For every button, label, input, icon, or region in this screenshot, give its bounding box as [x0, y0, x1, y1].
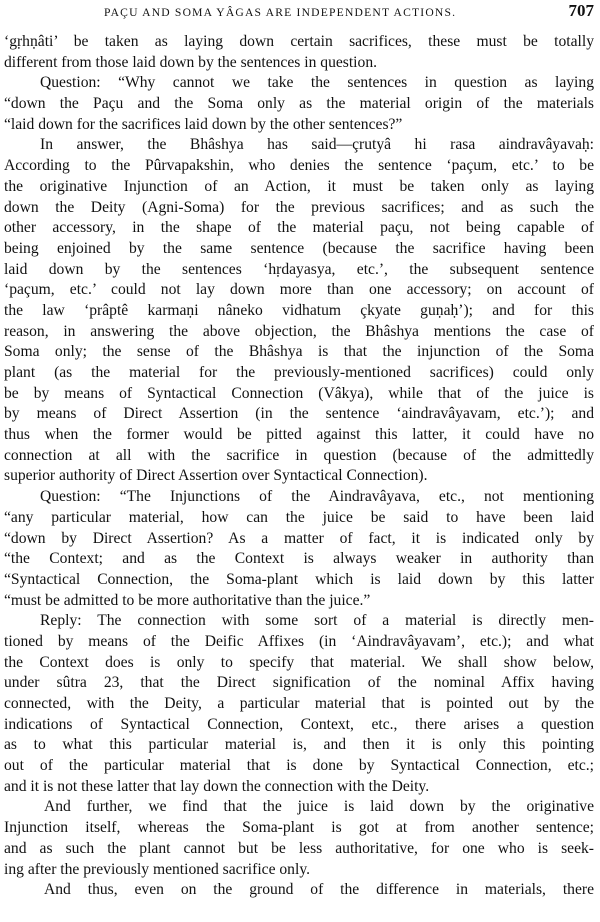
text-line: And thus, even on the ground of the difference in materials, there	[44, 881, 594, 899]
text-line: laid down by the sentences ‘hṛdayasya, etc.’, the subsequent sentence	[4, 260, 594, 278]
body-text	[4, 32, 594, 901]
text-line: “must be admitted to be more authoritative than the juice.”	[4, 591, 371, 609]
text-line: down the Deity (Agni-Soma) for the previous sacrifices; and as such the	[4, 198, 594, 216]
text-line: “down the Paçu and the Soma only as the material origin of the materials	[4, 95, 594, 113]
text-line: the law ‘prâptê karmaṇi nâneko vidhatum çkyate guṇaḥ’); and for this	[4, 301, 594, 319]
text-line: According to the Pûrvapakshin, who denies the sentence ‘paçum, etc.’ to be	[4, 157, 594, 175]
page-header	[4, 0, 594, 24]
text-line: under sûtra 23, that the Direct signification of the nominal Affix having	[4, 674, 594, 692]
text-line: “Syntactical Connection, the Soma-plant which is laid down by this latter	[4, 570, 594, 588]
text-line: And further, we find that the juice is laid down by the originative	[44, 798, 594, 816]
text-line: reason, in answering the above objection, the Bhâshya mentions the case of	[4, 322, 594, 340]
text-line: superior authority of Direct Assertion over Syntactical Connection).	[4, 467, 428, 485]
text-line: “any particular material, how can the juice be said to have been laid	[4, 508, 594, 526]
text-line: and it is not these latter that lay down the connection with the Deity.	[4, 777, 430, 795]
text-line: “the Context; and as the Context is always weaker in authority than	[4, 550, 594, 568]
text-line: Question: “The Injunctions of the Aindravâyava, etc., not mentioning	[40, 488, 594, 506]
text-line: thus when the former would be pitted against this latter, it could have no	[4, 426, 594, 444]
text-line: connection at all with the sacrifice in question (because of the admittedly	[4, 446, 594, 464]
text-line: Injunction itself, whereas the Soma-plant is got at from another sentence;	[4, 819, 594, 837]
text-line: ‘paçum, etc.’ could not lay down more than one accessory; on account of	[4, 281, 594, 299]
text-line: be by means of Syntactical Connection (Vâkya), while that of the juice is	[4, 384, 594, 402]
text-line: ing after the previously mentioned sacrifice only.	[4, 860, 310, 878]
text-line: Question: “Why cannot we take the sentences in question as laying	[40, 74, 594, 92]
text-line: and as such the plant cannot but be less authoritative, for one who is seek-	[4, 839, 594, 857]
text-line: indications of Syntactical Connection, Context, etc., there arises a question	[4, 715, 594, 733]
text-line: Reply: The connection with some sort of a material is directly men-	[40, 612, 594, 630]
text-line: different from those laid down by the sentences in question.	[4, 53, 378, 71]
text-line: other accessory, in the shape of the material paçu, not being capable of	[4, 219, 594, 237]
text-line: by means of Direct Assertion (in the sentence ‘aindravâyavam, etc.’); and	[4, 405, 594, 423]
running-head: PAÇU AND SOMA YÂGAS ARE INDEPENDENT ACTIONS.	[104, 6, 457, 19]
page-number: 707	[568, 1, 594, 20]
text-line: plant (as the material for the previously-mentioned sacrifices) could only	[4, 364, 594, 381]
text-line: being enjoined by the same sentence (because the sacrifice having been	[4, 239, 594, 257]
text-line: tioned by means of the Deific Affixes (in ‘Aindravâyavam’, etc.); and what	[4, 632, 594, 650]
text-line: “down by Direct Assertion? As a matter of fact, it is indicated only by	[4, 529, 594, 547]
text-line: as to what this particular material is, and then it is only this pointing	[4, 736, 594, 754]
text-line: the Context does is only to specify that material. We shall show below,	[4, 653, 594, 671]
text-line: ‘gṛhṇâti’ be taken as laying down certain sacrifices, these must be totally	[4, 33, 594, 50]
text-line: out of the particular material that is done by Syntactical Connection, etc.;	[4, 757, 594, 775]
text-line: “laid down for the sacrifices laid down by the other sentences?”	[4, 115, 403, 133]
text-line: In answer, the Bhâshya has said—çrutyâ hi rasa aindravâyavaḥ:	[40, 136, 594, 154]
text-line: the originative Injunction of an Action, it must be taken only as laying	[4, 177, 594, 195]
text-line: Soma only; the sense of the Bhâshya is that the injunction of the Soma	[4, 343, 594, 361]
text-line: connected, with the Deity, a particular material that is pointed out by the	[4, 695, 594, 712]
